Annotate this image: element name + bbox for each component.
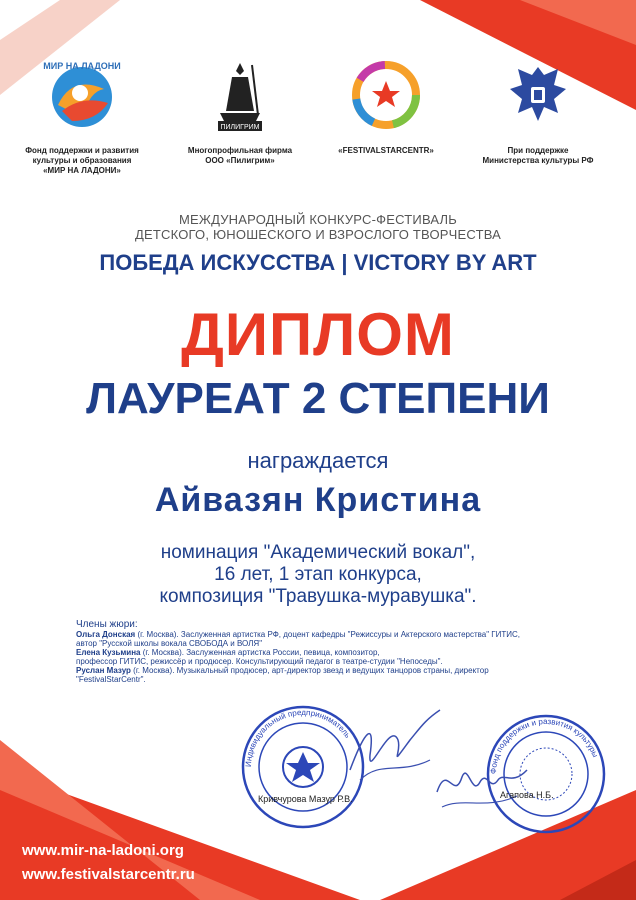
nomination-line-1: номинация "Академический вокал", [160, 542, 476, 563]
logo-block-mir-na-ladoni [22, 55, 142, 176]
nomination-block [0, 542, 636, 608]
logo-caption: Фонд поддержки и развития культуры и образования «МИР НА ЛАДОНИ» [25, 146, 139, 175]
recipient-name: Айвазян Кристина [154, 481, 482, 519]
festival-name: ПОБЕДА ИСКУССТВА | VICTORY BY ART [99, 250, 537, 275]
jury-member: Руслан Мазур (г. Москва). Музыкальный продюсер, арт-директор звезд и ведущих танцоров страны, директор [76, 666, 489, 675]
logo-caption: При поддержке Министерства культуры РФ [482, 146, 594, 165]
logo-block-ministry [478, 55, 598, 166]
jury-member: Ольга Донская (г. Москва). Заслуженная артистка РФ, доцент кафедры "Режиссуры и Актерского мастерства" ГИТИС, [76, 630, 521, 639]
logo-caption: «FESTIVALSTARCENTR» [338, 146, 434, 155]
logo-art-text: МИР НА ЛАДОНИ [43, 61, 121, 71]
degree-title: ЛАУРЕАТ 2 СТЕПЕНИ [86, 374, 550, 423]
logo-block-festivalstarcentr [326, 55, 446, 156]
festivalstarcentr-logo-icon [346, 55, 426, 135]
signature-right [432, 752, 532, 822]
jury-list [76, 619, 576, 684]
piligrim-logo-icon [200, 55, 280, 135]
logo-block-piligrim [180, 55, 300, 166]
nomination-line-3: композиция "Травушка-муравушка". [159, 586, 477, 607]
jury-member: Елена Кузьмина (г. Москва). Заслуженная артистка России, певица, композитор, [76, 648, 380, 657]
stamp-right-text: Фонд поддержки и развития культуры [488, 716, 600, 775]
website-link-1[interactable]: www.mir-na-ladoni.org [22, 842, 184, 859]
header-line-2: ДЕТСКОГО, ЮНОШЕСКОГО И ВЗРОСЛОГО ТВОРЧЕСТВА [134, 227, 502, 242]
jury-member-cont: профессор ГИТИС, режиссёр и продюсер. Консультирующий педагог в театре-студии "Непоседы". [76, 657, 443, 666]
signature-left-label: Кривчурова Мазур Р.В. [258, 794, 353, 804]
header-line-1: МЕЖДУНАРОДНЫЙ КОНКУРС-ФЕСТИВАЛЬ [178, 212, 458, 227]
stamp-left-text: Индивидуальный предприниматель [243, 707, 353, 768]
mir-na-ladoni-logo-icon [42, 55, 122, 135]
festival-header [0, 212, 636, 242]
signature-right-label: Агапова Н.Б. [500, 790, 554, 800]
awarded-label: награждается [247, 448, 389, 473]
jury-member-cont: автор "Русской школы вокала СВОБОДА и ВОЛЯ" [76, 639, 263, 648]
jury-heading: Члены жюри: [76, 619, 138, 630]
logo-caption: Многопрофильная фирма ООО «Пилигрим» [187, 146, 293, 165]
russian-eagle-emblem-icon [498, 55, 578, 135]
nomination-line-2: 16 лет, 1 этап конкурса, [214, 564, 422, 585]
jury-member-cont: "FestivalStarCentr". [76, 675, 146, 684]
diploma-title: ДИПЛОМ [181, 301, 455, 368]
logo-art-text: ПИЛИГРИМ [220, 124, 260, 131]
website-link-2[interactable]: www.festivalstarcentr.ru [22, 866, 195, 883]
